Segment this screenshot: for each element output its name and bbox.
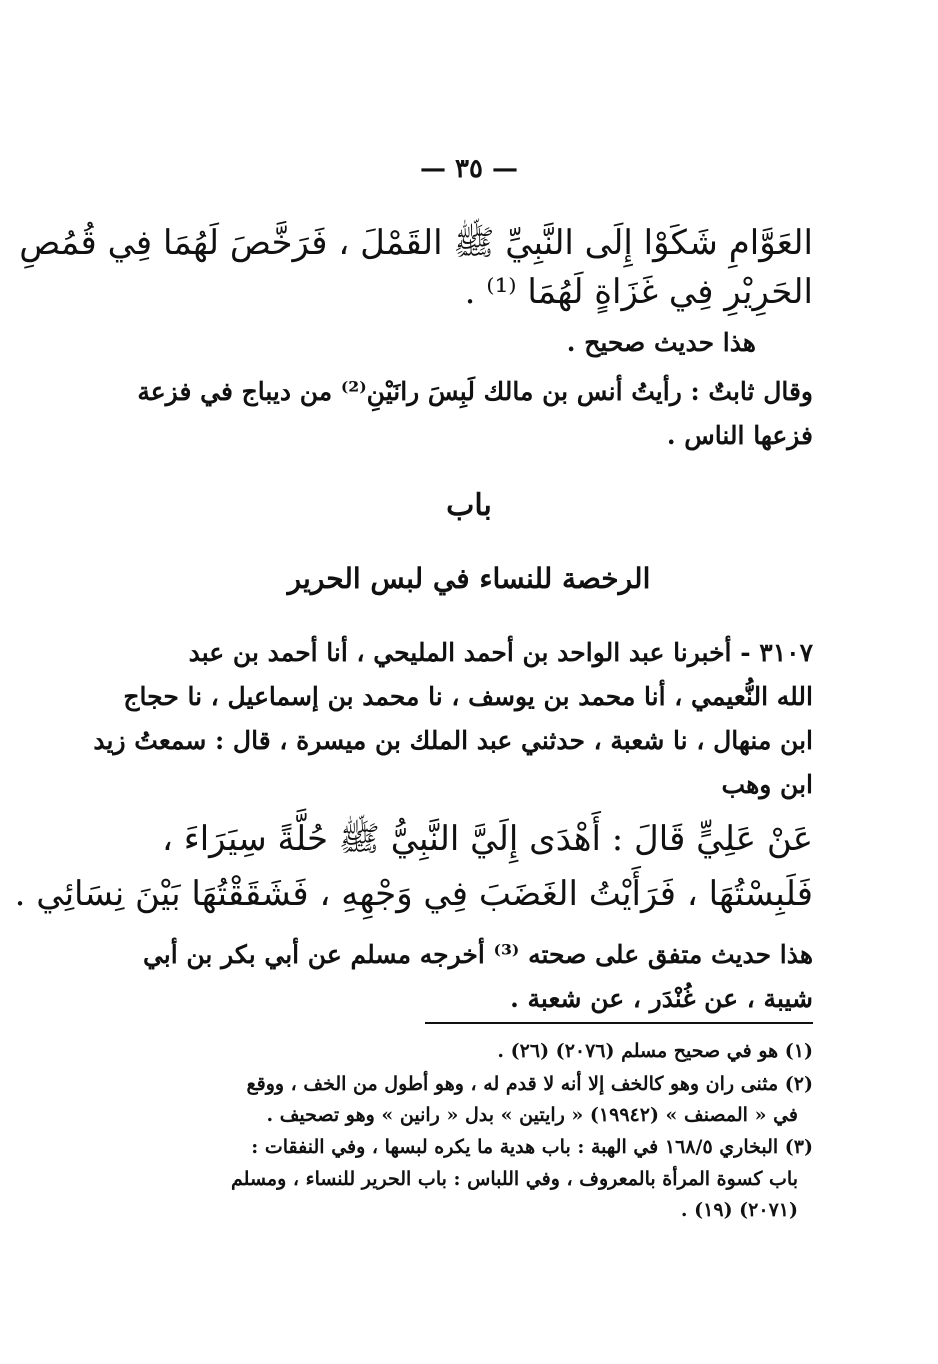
chapter-heading: باب [446,488,492,523]
text-line: وقال ثابتٌ : رأيتُ أنس بن مالك لَبِسَ رانَيْنِ⁽²⁾ من ديباج في فزعة [137,377,813,406]
hadith-line: العَوَّامِ شَكَوْا إِلَى النَّبِيِّ ﷺ القَمْلَ ، فَرَخَّصَ لَهُمَا فِي قُمُصِ [19,223,813,263]
text-line: فزعها الناس . [666,421,813,450]
text-line: شيبة ، عن غُنْدَر ، عن شعبة . [510,984,813,1013]
footnote-line: باب كسوة المرأة بالمعروف ، وفي اللباس : باب الحرير للنساء ، ومسلم [231,1168,798,1190]
footnote-separator [425,1022,813,1024]
chapter-subheading: الرخصة للنساء في لبس الحرير [287,562,651,595]
text-line: هذا حديث متفق على صحته ⁽³⁾ أخرجه مسلم عن أبي بكر بن أبي [142,940,813,969]
hadith-line: الحَرِيْرِ فِي غَزَاةٍ لَهُمَا ⁽¹⁾ . [464,272,813,312]
footnote-line: (١) هو في صحيح مسلم (٢٠٧٦) (٢٦) . [497,1040,813,1062]
footnote-line: في « المصنف » (١٩٩٤٢) « رايتين » بدل « رانين » وهو تصحيف . [266,1104,798,1126]
footnote-line: (٢٠٧١) (١٩) . [680,1199,798,1221]
isnad-line: الله النُّعيمي ، أنا محمد بن يوسف ، نا محمد بن إسماعيل ، نا حجاج [123,682,813,711]
isnad-line: ابن وهب [721,770,813,799]
hadith-line: فَلَبِسْتُهَا ، فَرَأَيْتُ الغَضَبَ فِي وَجْهِهِ ، فَشَقَقْتُهَا بَيْنَ نِسَائِي . [14,874,813,914]
isnad-line: ابن منهال ، نا شعبة ، حدثني عبد الملك بن ميسرة ، قال : سمعتُ زيد [93,726,813,755]
hadith-line: عَنْ عَلِيٍّ قَالَ : أَهْدَى إِلَيَّ النَّبِيُّ ﷺ حُلَّةً سِيَرَاءَ ، [161,819,813,859]
isnad-line: ٣١٠٧ - أخبرنا عبد الواحد بن أحمد المليحي ، أنا أحمد بن عبد [188,638,813,667]
footnote-line: (٢) مثنى ران وهو كالخف إلا أنه لا قدم له ، وهو أطول من الخف ، ووقع [246,1073,813,1095]
hadith-grade: هذا حديث صحيح . [566,328,756,357]
page-number: — ٣٥ — [419,154,519,184]
footnote-line: (٣) البخاري ١٦٨/٥ في الهبة : باب هدية ما يكره لبسها ، وفي النفقات : [251,1136,813,1158]
